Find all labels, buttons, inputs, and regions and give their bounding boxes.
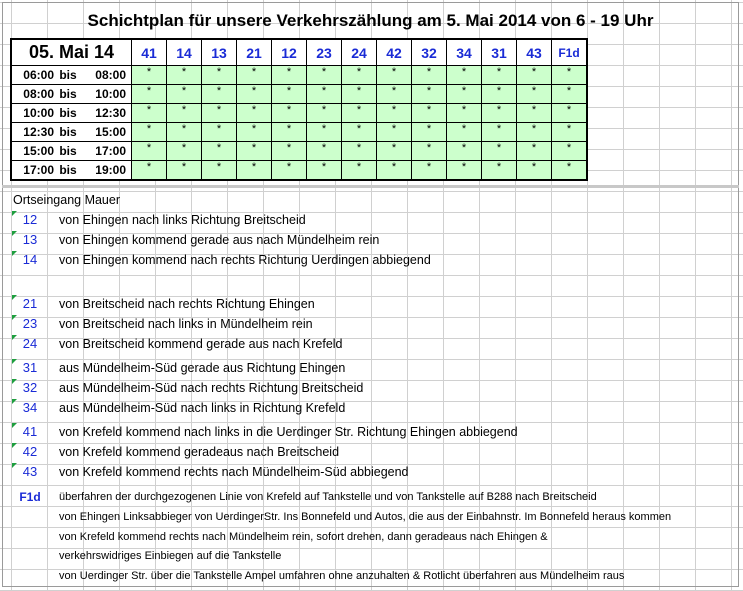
schedule-cell[interactable]: * (517, 142, 552, 161)
schedule-cell[interactable]: * (307, 85, 342, 104)
time-from: 12:30 (23, 125, 54, 139)
schedule-row (11, 123, 587, 142)
schedule-cell[interactable]: * (342, 142, 377, 161)
schedule-cell[interactable]: * (167, 66, 202, 85)
schedule-cell[interactable]: * (552, 123, 588, 142)
column-header[interactable]: 42 (377, 39, 412, 66)
schedule-cell[interactable]: * (447, 123, 482, 142)
schedule-cell[interactable]: * (167, 142, 202, 161)
column-header[interactable]: 24 (342, 39, 377, 66)
column-header[interactable]: 34 (447, 39, 482, 66)
legend-code: 42 (22, 444, 38, 459)
column-header[interactable]: 43 (517, 39, 552, 66)
legend-code: 41 (22, 424, 38, 439)
f1d-description: verkehrswidriges Einbiegen auf die Tankstelle (59, 550, 282, 562)
schedule-cell[interactable]: * (377, 85, 412, 104)
schedule-cell[interactable]: * (307, 104, 342, 123)
schedule-cell[interactable]: * (482, 161, 517, 181)
schedule-cell[interactable]: * (482, 104, 517, 123)
schedule-cell[interactable]: * (167, 85, 202, 104)
schedule-cell[interactable]: * (307, 66, 342, 85)
time-from: 15:00 (23, 144, 54, 158)
schedule-cell[interactable]: * (132, 85, 167, 104)
legend-code: 31 (22, 360, 38, 375)
schedule-cell[interactable]: * (482, 66, 517, 85)
time-to: 12:30 (95, 106, 126, 120)
time-range[interactable] (11, 104, 132, 123)
schedule-cell[interactable]: * (237, 66, 272, 85)
legend-description: von Krefeld kommend geradeaus nach Breitscheid (59, 445, 340, 459)
schedule-cell[interactable]: * (202, 142, 237, 161)
f1d-description: von Krefeld kommend rechts nach Mündelheim rein, sofort drehen, dann geradeaus nach Ehingen & (59, 531, 548, 543)
schedule-cell[interactable]: * (552, 66, 588, 85)
schedule-cell[interactable]: * (202, 66, 237, 85)
time-from: 08:00 (23, 87, 54, 101)
time-bis: bis (59, 106, 77, 120)
schedule-cell[interactable]: * (552, 161, 588, 181)
legend-description: aus Mündelheim-Süd nach rechts Richtung Breitscheid (59, 381, 364, 395)
time-to: 15:00 (95, 125, 126, 139)
schedule-row (11, 104, 587, 123)
schedule-cell[interactable]: * (132, 104, 167, 123)
schedule-cell[interactable]: * (307, 142, 342, 161)
schedule-cell[interactable]: * (237, 142, 272, 161)
schedule-cell[interactable]: * (342, 85, 377, 104)
schedule-header-row (11, 39, 587, 66)
schedule-cell[interactable]: * (237, 85, 272, 104)
legend-code: 12 (22, 212, 38, 227)
f1d-description: von Ehingen Linksabbieger von UerdingerStr. Ins Bonnefeld und Autos, die aus der Einbahnstr. Im Bonnefeld heraus kommen (59, 511, 672, 523)
schedule-cell[interactable]: * (377, 142, 412, 161)
f1d-description: überfahren der durchgezogenen Linie von Krefeld auf Tankstelle und von Tankstelle auf B288 nach Breitscheid (59, 491, 597, 503)
schedule-cell[interactable]: * (272, 142, 307, 161)
schedule-cell[interactable]: * (412, 85, 447, 104)
schedule-cell[interactable]: * (167, 161, 202, 181)
schedule-cell[interactable]: * (482, 85, 517, 104)
legend-header: Ortseingang Mauer (13, 193, 121, 207)
schedule-cell[interactable]: * (517, 123, 552, 142)
schedule-cell[interactable]: * (272, 104, 307, 123)
legend-code: 43 (22, 464, 38, 479)
time-to: 10:00 (95, 87, 126, 101)
time-to: 17:00 (95, 144, 126, 158)
schedule-cell[interactable]: * (377, 161, 412, 181)
schedule-date: 05. Mai 14 (11, 39, 132, 66)
time-bis: bis (59, 144, 77, 158)
column-header[interactable]: 23 (307, 39, 342, 66)
schedule-cell[interactable]: * (342, 123, 377, 142)
schedule-cell[interactable]: * (412, 123, 447, 142)
schedule-cell[interactable]: * (237, 123, 272, 142)
legend-description: von Breitscheid nach links in Mündelheim rein (59, 317, 313, 331)
schedule-cell[interactable]: * (482, 123, 517, 142)
legend-description: von Ehingen kommend gerade aus nach Mündelheim rein (59, 233, 380, 247)
legend-code: 14 (22, 252, 38, 267)
time-range[interactable] (11, 161, 132, 181)
schedule-cell[interactable]: * (412, 66, 447, 85)
schedule-cell[interactable]: * (552, 142, 588, 161)
column-header[interactable]: 14 (167, 39, 202, 66)
schedule-cell[interactable]: * (202, 161, 237, 181)
time-from: 10:00 (23, 106, 54, 120)
schedule-cell[interactable]: * (517, 66, 552, 85)
time-from: 06:00 (23, 68, 54, 82)
schedule-cell[interactable]: * (447, 142, 482, 161)
column-header[interactable]: 31 (482, 39, 517, 66)
schedule-cell[interactable]: * (132, 66, 167, 85)
schedule-cell[interactable]: * (272, 66, 307, 85)
schedule-cell[interactable]: * (132, 161, 167, 181)
legend-description: von Ehingen nach links Richtung Breitscheid (59, 213, 306, 227)
schedule-cell[interactable]: * (167, 104, 202, 123)
schedule-cell[interactable]: * (377, 66, 412, 85)
time-bis: bis (59, 87, 77, 101)
schedule-cell[interactable]: * (517, 104, 552, 123)
legend-code: 34 (22, 400, 38, 415)
section-divider (2, 185, 739, 188)
legend-description: von Krefeld kommend rechts nach Mündelheim-Süd abbiegend (59, 465, 409, 479)
time-from: 17:00 (23, 163, 54, 177)
legend-code: 24 (22, 336, 38, 351)
schedule-cell[interactable]: * (237, 104, 272, 123)
schedule-cell[interactable]: * (342, 66, 377, 85)
time-to: 08:00 (95, 68, 126, 82)
schedule-cell[interactable]: * (447, 161, 482, 181)
time-bis: bis (59, 68, 77, 82)
time-range[interactable] (11, 66, 132, 85)
column-header[interactable]: 41 (132, 39, 167, 66)
legend-description: von Breitscheid nach rechts Richtung Ehingen (59, 297, 315, 311)
page-title: Schichtplan für unsere Verkehrszählung am 5. Mai 2014 von 6 - 19 Uhr (87, 11, 654, 30)
f1d-description: von Uerdinger Str. über die Tankstelle Ampel umfahren ohne anzuhalten & Rotlicht überfahren aus Mündelheim raus (59, 570, 625, 582)
time-bis: bis (59, 163, 77, 177)
schedule-row (11, 161, 587, 181)
time-to: 19:00 (95, 163, 126, 177)
schedule-cell[interactable]: * (412, 104, 447, 123)
column-header[interactable]: F1d (552, 39, 588, 66)
schedule-cell[interactable]: * (132, 142, 167, 161)
column-header[interactable]: 12 (272, 39, 307, 66)
legend-description: aus Mündelheim-Süd nach links in Richtung Krefeld (59, 401, 346, 415)
schedule-cell[interactable]: * (517, 85, 552, 104)
column-header[interactable]: 32 (412, 39, 447, 66)
column-header[interactable]: 21 (237, 39, 272, 66)
schedule-cell[interactable]: * (237, 161, 272, 181)
schedule-cell[interactable]: * (342, 161, 377, 181)
schedule-cell[interactable]: * (272, 161, 307, 181)
schedule-cell[interactable]: * (447, 85, 482, 104)
schedule-cell[interactable]: * (167, 123, 202, 142)
schedule-row (11, 66, 587, 85)
legend-description: von Ehingen kommend nach rechts Richtung Uerdingen abbiegend (59, 253, 431, 267)
legend-code: 23 (22, 316, 38, 331)
schedule-cell[interactable]: * (447, 104, 482, 123)
schedule-cell[interactable]: * (482, 142, 517, 161)
legend-description: aus Mündelheim-Süd gerade aus Richtung Ehingen (59, 361, 346, 375)
schedule-cell[interactable]: * (202, 123, 237, 142)
legend-code: 21 (22, 296, 38, 311)
schedule-cell[interactable]: * (307, 161, 342, 181)
legend-description: von Krefeld kommend nach links in die Uerdinger Str. Richtung Ehingen abbiegend (59, 425, 518, 439)
schedule-cell[interactable]: * (377, 104, 412, 123)
legend-code: F1d (19, 490, 41, 504)
legend-code: 13 (22, 232, 38, 247)
shift-schedule-table (10, 38, 588, 181)
schedule-cell[interactable]: * (552, 85, 588, 104)
schedule-cell[interactable]: * (447, 66, 482, 85)
time-range[interactable] (11, 142, 132, 161)
schedule-cell[interactable]: * (517, 161, 552, 181)
time-bis: bis (59, 125, 77, 139)
schedule-row (11, 85, 587, 104)
schedule-cell[interactable]: * (552, 104, 588, 123)
time-range[interactable] (11, 123, 132, 142)
legend-code: 32 (22, 380, 38, 395)
column-header[interactable]: 13 (202, 39, 237, 66)
schedule-cell[interactable]: * (412, 161, 447, 181)
schedule-cell[interactable]: * (377, 123, 412, 142)
schedule-cell[interactable]: * (202, 85, 237, 104)
schedule-cell[interactable]: * (272, 123, 307, 142)
schedule-cell[interactable]: * (412, 142, 447, 161)
schedule-cell[interactable]: * (132, 123, 167, 142)
schedule-row (11, 142, 587, 161)
schedule-cell[interactable]: * (202, 104, 237, 123)
schedule-cell[interactable]: * (307, 123, 342, 142)
time-range[interactable] (11, 85, 132, 104)
legend-description: von Breitscheid kommend gerade aus nach Krefeld (59, 337, 343, 351)
schedule-cell[interactable]: * (272, 85, 307, 104)
schedule-cell[interactable]: * (342, 104, 377, 123)
